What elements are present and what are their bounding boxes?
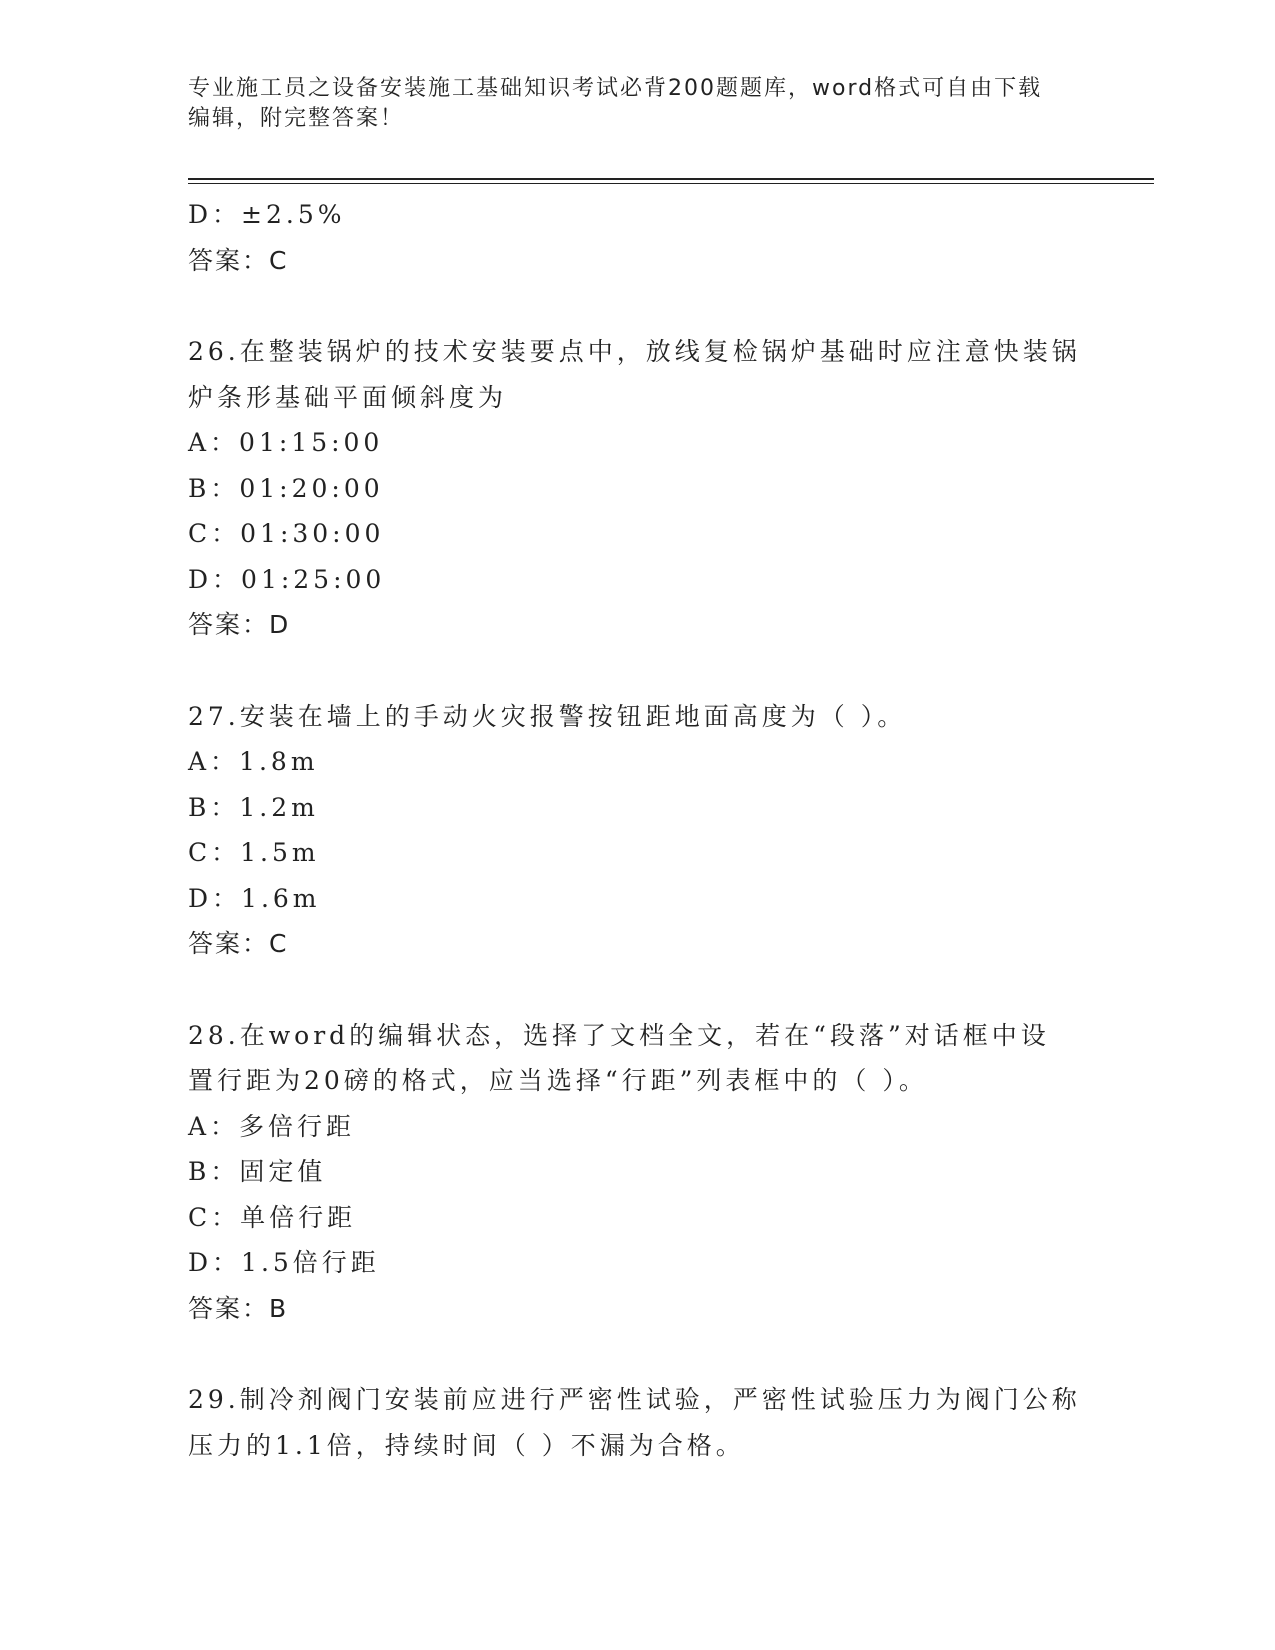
option-line: D：1.6m [188,883,321,913]
answer-line: 答案：C [188,245,289,275]
question-text-line: 26.在整装锅炉的技术安装要点中，放线复检锅炉基础时应注意快装锅 [188,337,1081,366]
option-line: B：01:20:00 [188,473,384,503]
answer-line: 答案：B [188,1293,289,1323]
answer-line: 答案：C [188,929,289,958]
option-line: A：多倍行距 [188,1111,356,1141]
question-block-29 [188,1377,1088,1468]
question-text-line: 压力的1.1倍，持续时间（ ）不漏为合格。 [188,1430,745,1460]
answer-line: 答案：D [188,610,291,639]
block-spacer [188,283,1088,329]
header-line-1: 专业施工员之设备安装施工基础知识考试必背200题题库，word格式可自由下载 [188,76,1043,101]
option-line: B：固定值 [188,1157,327,1186]
document-header [188,74,1068,134]
question-list [188,192,1088,1468]
question-text-line: 炉条形基础平面倾斜度为 [188,382,508,412]
option-line: D：±2.5% [188,200,346,229]
option-line: C：1.5m [188,838,320,867]
block-spacer [188,648,1088,694]
option-line: C：单倍行距 [188,1202,357,1232]
question-block-26 [188,329,1088,648]
option-line: A：1.8m [188,747,319,776]
question-block-27 [188,694,1088,967]
header-rule-thick [188,178,1154,180]
header-line-2: 编辑，附完整答案！ [188,106,405,131]
block-spacer [188,967,1088,1013]
option-line: D：1.5倍行距 [188,1248,380,1277]
question-block-28 [188,1013,1088,1332]
question-text-line: 27.安装在墙上的手动火灾报警按钮距地面高度为（ ）。 [188,701,907,731]
question-text-line: 置行距为20磅的格式，应当选择“行距”列表框中的（ ）。 [188,1066,928,1095]
header-rule-thin [188,183,1154,184]
option-line: A：01:15:00 [188,428,384,457]
option-line: D：01:25:00 [188,564,386,594]
option-line: B：1.2m [188,792,319,822]
block-spacer [188,1331,1088,1377]
question-text-line: 29.制冷剂阀门安装前应进行严密性试验，严密性试验压力为阀门公称 [188,1385,1081,1414]
question-text-line: 28.在word的编辑状态，选择了文档全文，若在“段落”对话框中设 [188,1020,1050,1050]
option-line: C：01:30:00 [188,519,385,548]
question-block-25-tail [188,192,1088,283]
